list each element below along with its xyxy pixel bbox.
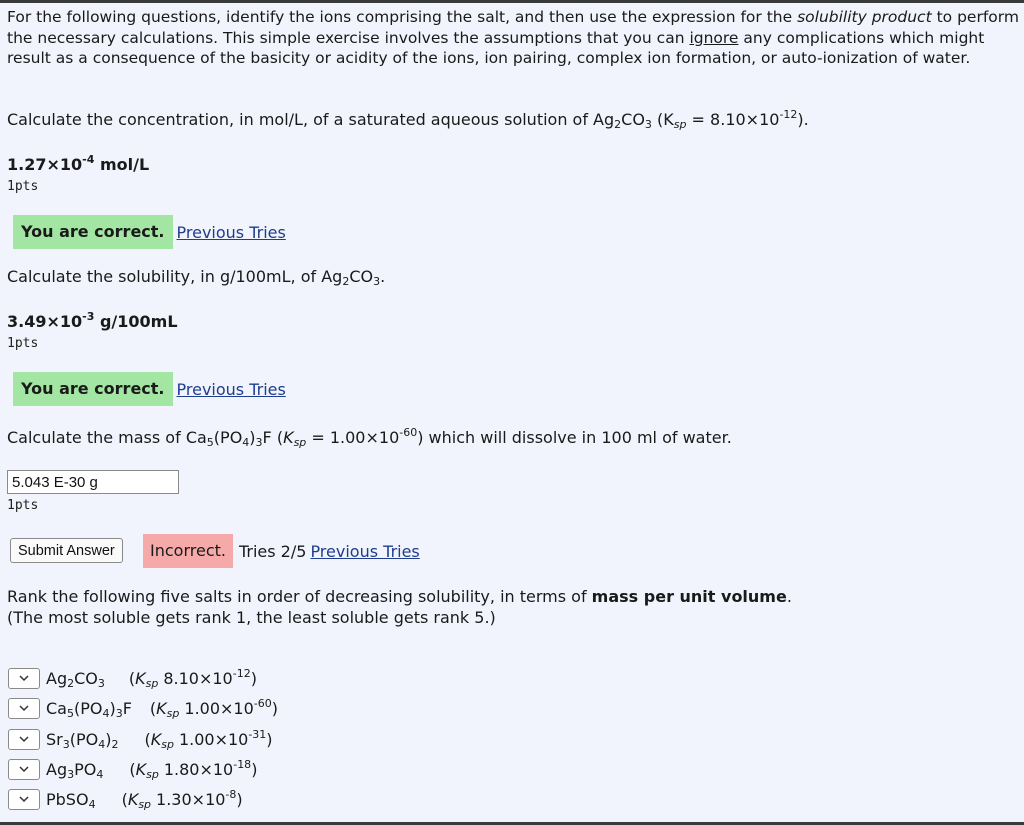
salt-ksp: ($K_{sp}$ $1.30\times 10^{-8}$) xyxy=(121,787,243,811)
salt-ksp: ($K_{sp}$ $1.00\times 10^{-31}$) xyxy=(144,727,273,751)
ignore-term: ignore xyxy=(689,28,739,47)
question-1-answer: $1.27\times 10^{-4}$ mol/L xyxy=(7,153,150,174)
question-1-feedback xyxy=(13,215,286,249)
salt-ksp: ($K_{sp}$ $8.10\times 10^{-12}$) xyxy=(128,666,257,690)
question-4-text: Rank the following five salts in order of decreasing solubility, in terms of mass per unit volume. xyxy=(7,587,792,606)
rank-row-sr3po42 xyxy=(8,726,273,752)
rank-select[interactable] xyxy=(8,668,40,689)
question-3-points: 1pts xyxy=(7,498,39,513)
previous-tries-link[interactable]: Previous Tries xyxy=(310,541,420,561)
salt-formula: $Ag_3PO_4$ xyxy=(46,759,104,781)
salt-ksp: ($K_{sp}$ $1.80\times 10^{-18}$) xyxy=(129,757,258,781)
question-1-text: Calculate the concentration, in mol/L, of a saturated aqueous solution of $Ag_2CO_3$ $(K_{sp} = 8.10\times 10^{-12})$. xyxy=(7,108,809,131)
question-3-feedback xyxy=(143,534,420,568)
correct-badge: You are correct. xyxy=(13,215,173,249)
rank-select[interactable] xyxy=(8,789,40,810)
solubility-product-term: solubility product xyxy=(797,8,932,26)
question-3-text: Calculate the mass of $Ca_5(PO_4)_3F$ $(K_{sp} = 1.00\times 10^{-60})$ which will dissolve in 100 ml of water. xyxy=(7,426,732,449)
rank-row-ca5po43f xyxy=(8,695,278,721)
rank-row-pbso4 xyxy=(8,786,243,812)
question-2-text: Calculate the solubility, in g/100mL, of $Ag_2CO_3$. xyxy=(7,267,386,288)
instructions-paragraph xyxy=(7,7,1019,69)
salt-formula: $Sr_3(PO_4)_2$ xyxy=(46,729,119,751)
submit-answer-button[interactable]: Submit Answer xyxy=(10,538,123,563)
question-2-points: 1pts xyxy=(7,336,39,351)
salt-ksp: ($K_{sp}$ $1.00\times 10^{-60}$) xyxy=(149,696,278,720)
chevron-down-icon xyxy=(19,736,29,743)
instructions-text-3: any complications which might result as a consequence of the basicity or acidity of the ions, ion pairing, complex ion formation, or auto-ionization of water. xyxy=(7,28,985,67)
mass-answer-input[interactable] xyxy=(7,470,179,494)
chevron-down-icon xyxy=(19,796,29,803)
question-2-answer: $3.49\times 10^{-3}$ g/100mL xyxy=(7,310,178,331)
correct-badge: You are correct. xyxy=(13,372,173,406)
question-2-feedback xyxy=(13,372,286,406)
chevron-down-icon xyxy=(19,766,29,773)
salt-formula: $Ag_2CO_3$ xyxy=(46,668,105,690)
rank-select[interactable] xyxy=(8,759,40,780)
instructions-text-2: to perform the necessary calculations. This simple exercise involves the assumptions that you can xyxy=(7,8,1019,47)
rank-row-ag3po4 xyxy=(8,756,257,782)
question-1-points: 1pts xyxy=(7,179,39,194)
rank-select[interactable] xyxy=(8,698,40,719)
instructions-text: For the following questions, identify the ions comprising the salt, and then use the expression for the xyxy=(7,8,798,26)
question-4-subtext: (The most soluble gets rank 1, the least soluble gets rank 5.) xyxy=(7,608,496,627)
rank-select[interactable] xyxy=(8,729,40,750)
chevron-down-icon xyxy=(19,675,29,682)
salt-formula: PbSO$_4$ xyxy=(46,789,96,811)
tries-counter: Tries 2/5 xyxy=(238,541,307,561)
previous-tries-link[interactable]: Previous Tries xyxy=(176,379,286,399)
previous-tries-link[interactable]: Previous Tries xyxy=(176,222,286,242)
rank-row-ag2co3 xyxy=(8,665,257,691)
salt-formula: $Ca_5(PO_4)_3F$ xyxy=(46,698,132,720)
incorrect-badge: Incorrect. xyxy=(143,534,233,568)
chevron-down-icon xyxy=(19,705,29,712)
